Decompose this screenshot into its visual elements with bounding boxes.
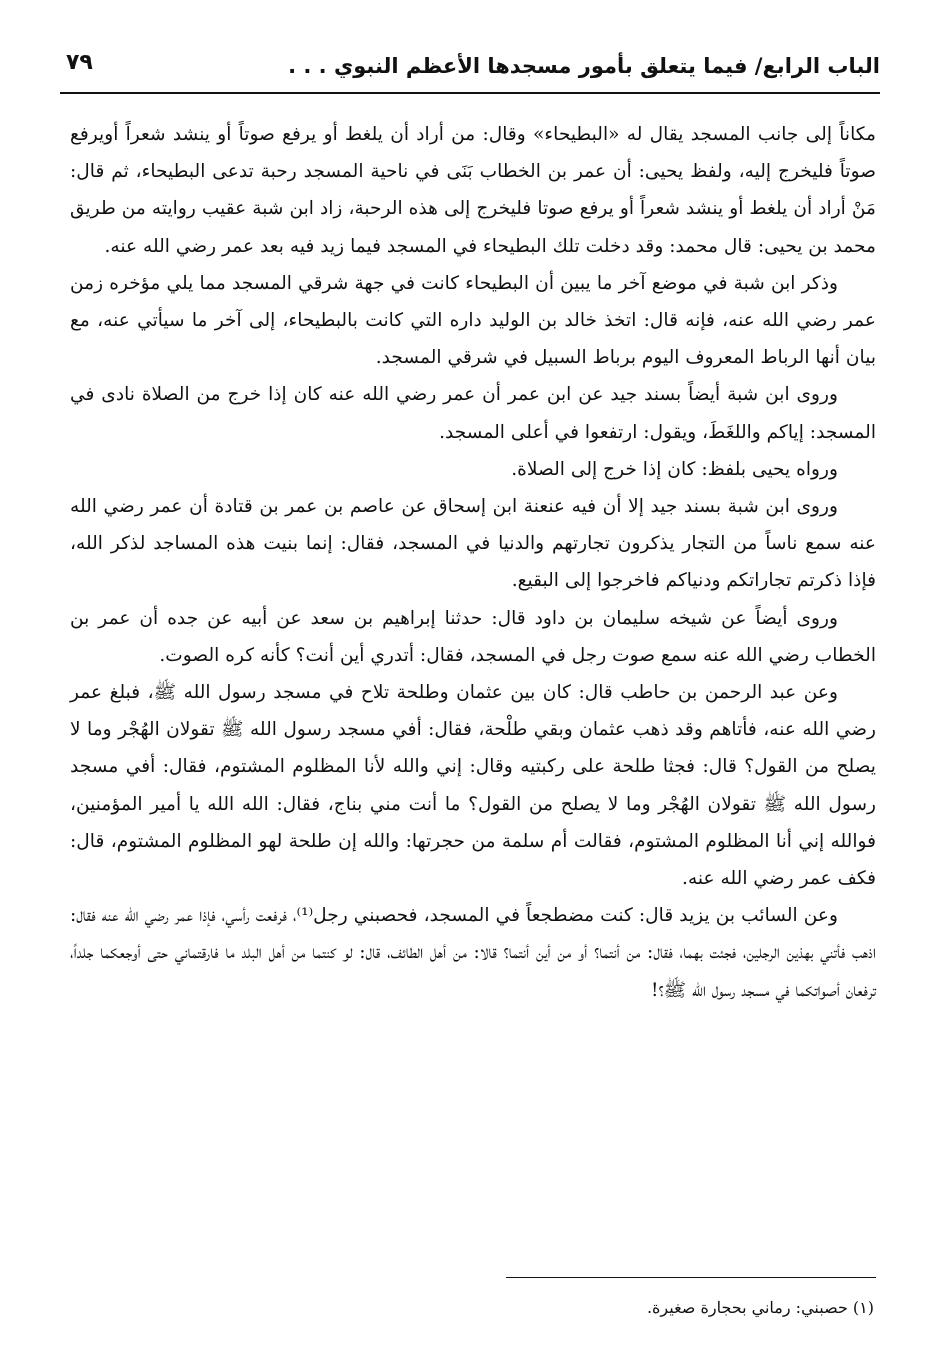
paragraph: وروى ابن شبة أيضاً بسند جيد عن ابن عمر أن عمر رضي الله عنه كان إذا خرج من الصلاة نادى في المسجد: إياكم واللغَطَ، ويقول: ارتفعوا في أعلى المسجد.: [70, 384, 876, 443]
footnote-divider: [506, 1277, 876, 1278]
header-divider: [60, 92, 880, 94]
running-title: الباب الرابع/ فيما يتعلق بأمور مسجدها الأعظم النبوي . . .: [288, 54, 880, 78]
paragraph: ورواه يحيى بلفظ: كان إذا خرج إلى الصلاة.: [511, 458, 838, 480]
paragraph: وروى أيضاً عن شيخه سليمان بن داود قال: حدثنا إبراهيم بن سعد عن أبيه عن جده أن عمر بن الخطاب رضي الله عنه سمع صوت رجل في المسجد، فقال: أتدري أين أنت؟ كأنه كره الصوت.: [70, 607, 876, 666]
footnote: (١) حصبني: رماني بحجارة صغيرة.: [646, 1298, 874, 1317]
page-number: ٧٩: [66, 50, 93, 75]
paragraph: وعن السائب بن يزيد قال: كنت مضطجعاً في المسجد، فحصبني رجل⁽¹⁾، فرفعت رأسي، فإذا عمر رضي الله عنه فقال: اذهب فأتني بهذين الرجلين، فجئت بهما، فقال: من أنتما؟ أو من أين أنتما؟ قالا: من أهل الطائف، قال: لو كنتما من أهل البلد ما فارقتماني حتى أوجعكما جلداً، ترفعان أصواتكما في مسجد رسول الله ﷺ؟!: [70, 905, 876, 1001]
paragraph: وروى ابن شبة بسند جيد إلا أن فيه عنعنة ابن إسحاق عن عاصم بن عمر بن قتادة أن عمر رضي الله عنه سمع ناساً من التجار يذكرون تجارتهم والدنيا في المسجد، فقال: إنما بنيت هذه المساجد لذكر الله، فإذا ذكرتم تجاراتكم ودنياكم فاخرجوا إلى البقيع.: [70, 496, 876, 592]
paragraph: مكاناً إلى جانب المسجد يقال له «البطيحاء» وقال: من أراد أن يلغط أو يرفع صوتاً أو ينشد شعراً أويرفع صوتاً فليخرج إليه، ولفظ يحيى: أن عمر بن الخطاب بَنَى في ناحية المسجد رحبة تدعى البطيحاء، ثم قال: مَنْ أراد أن يلغط أو ينشد شعراً أو يرفع صوتا فليخرج إلى هذه الرحبة، زاد ابن شبة عقيب روايته من طريق محمد بن يحيى: قال محمد: وقد دخلت تلك البطيحاء في المسجد فيما زيد فيه بعد عمر رضي الله عنه.: [70, 124, 876, 257]
body-text: [70, 116, 876, 1009]
paragraph: وذكر ابن شبة في موضع آخر ما يبين أن البطيحاء كانت في جهة شرقي المسجد مما يلي مؤخره زمن عمر رضي الله عنه، فإنه قال: اتخذ خالد بن الوليد داره التي كانت بالبطيحاء، إلى آخر ما سيأتي عنه، مع بيان أنها الرباط المعروف اليوم برباط السبيل في شرقي المسجد.: [70, 272, 876, 369]
page-header: [60, 50, 880, 94]
paragraph: وعن عبد الرحمن بن حاطب قال: كان بين عثمان وطلحة تلاح في مسجد رسول الله ﷺ، فبلغ عمر رضي الله عنه، فأتاهم وقد ذهب عثمان وبقي طلْحة، فقال: أفي مسجد رسول الله ﷺ تقولان الهُجْر وما لا يصلح من القول؟ قال: فجثا طلحة على ركبتيه وقال: إني والله لأنا المظلوم المشتوم، فقال: أفي مسجد رسول الله ﷺ تقولان الهُجْر وما لا يصلح من القول؟ ما أنت مني بناج، فقال: الله الله يا أمير المؤمنين، فوالله إني أنا المظلوم المشتوم، فقالت أم سلمة من حجرتها: والله إن طلحة لهو المظلوم المشتوم، قال: فكف عمر رضي الله عنه.: [70, 682, 876, 890]
